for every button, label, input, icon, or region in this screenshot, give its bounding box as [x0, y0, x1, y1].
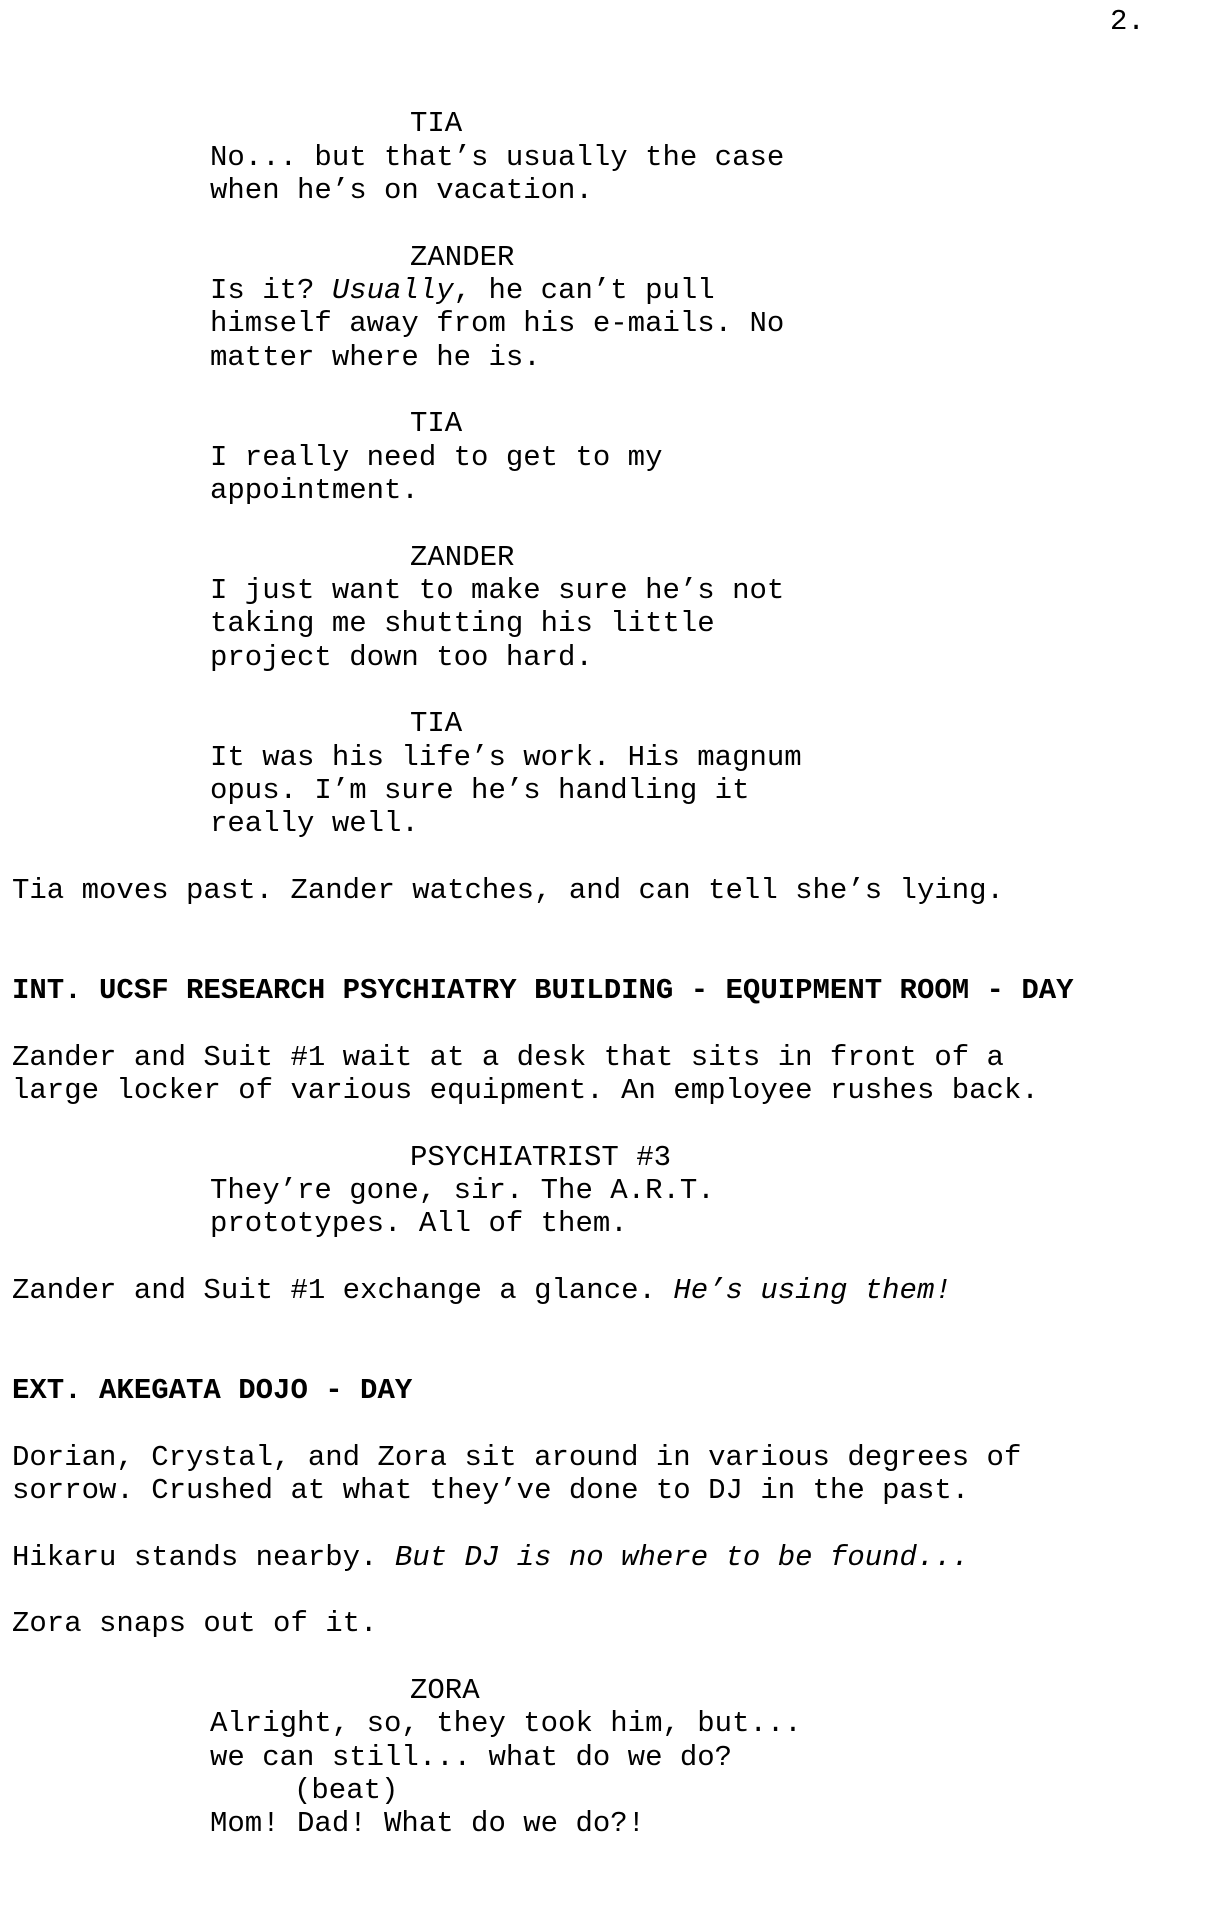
dialogue-line: appointment.: [210, 474, 419, 507]
scene-heading: EXT. AKEGATA DOJO - DAY: [12, 1374, 413, 1407]
action-text: Zander and Suit #1 exchange a glance.: [12, 1274, 674, 1307]
character-name: TIA: [410, 407, 463, 440]
action-emphasis: He’s using them!: [673, 1274, 952, 1307]
action-line: Zora snaps out of it.: [12, 1607, 378, 1640]
dialogue-line: I really need to get to my: [210, 441, 663, 474]
dialogue-line: opus. I’m sure he’s handling it: [210, 774, 750, 807]
dialogue-line: really well.: [210, 807, 419, 840]
action-line: Tia moves past. Zander watches, and can tell she’s lying.: [12, 874, 1004, 907]
dialogue-line: we can still... what do we do?: [210, 1741, 733, 1774]
dialogue-line: Alright, so, they took him, but...: [210, 1707, 802, 1740]
dialogue-line: I just want to make sure he’s not: [210, 574, 785, 607]
action-line: [12, 1274, 952, 1307]
action-line: large locker of various equipment. An employee rushes back.: [12, 1074, 1039, 1107]
dialogue-line: No... but that’s usually the case: [210, 141, 785, 174]
character-name: ZANDER: [410, 241, 515, 274]
action-line: [12, 1541, 969, 1574]
dialogue-line: when he’s on vacation.: [210, 174, 593, 207]
dialogue-line: taking me shutting his little: [210, 607, 715, 640]
dialogue-line: They’re gone, sir. The A.R.T.: [210, 1174, 715, 1207]
character-name: ZORA: [410, 1674, 480, 1707]
action-line: sorrow. Crushed at what they’ve done to DJ in the past.: [12, 1474, 970, 1507]
dialogue-line: matter where he is.: [210, 341, 541, 374]
character-name: ZANDER: [410, 541, 515, 574]
dialogue-line: project down too hard.: [210, 641, 593, 674]
action-text: Hikaru stands nearby.: [12, 1541, 395, 1574]
scene-heading: INT. UCSF RESEARCH PSYCHIATRY BUILDING - EQUIPMENT ROOM - DAY: [12, 974, 1074, 1007]
action-emphasis: But DJ is no where to be found...: [394, 1541, 970, 1574]
action-line: Zander and Suit #1 wait at a desk that sits in front of a: [12, 1041, 1004, 1074]
character-name: PSYCHIATRIST #3: [410, 1141, 672, 1174]
action-line: Dorian, Crystal, and Zora sit around in various degrees of: [12, 1441, 1022, 1474]
dialogue-text: , he can’t pull: [453, 274, 715, 307]
dialogue-line: prototypes. All of them.: [210, 1207, 628, 1240]
character-name: TIA: [410, 107, 463, 140]
dialogue-emphasis: Usually: [331, 274, 454, 307]
dialogue-line: It was his life’s work. His magnum: [210, 741, 802, 774]
dialogue-line: himself away from his e-mails. No: [210, 307, 785, 340]
dialogue-line: Mom! Dad! What do we do?!: [210, 1807, 646, 1840]
dialogue-text: Is it?: [210, 274, 332, 307]
character-name: TIA: [410, 707, 463, 740]
parenthetical: (beat): [294, 1774, 399, 1807]
page-number: 2.: [1110, 5, 1145, 38]
dialogue-line: [210, 274, 715, 307]
